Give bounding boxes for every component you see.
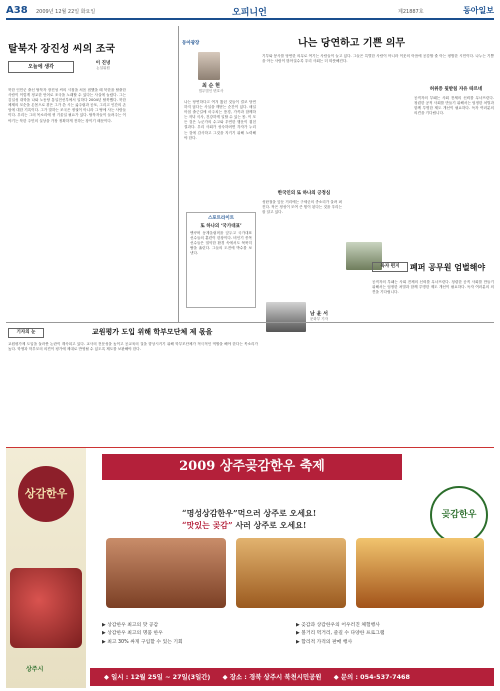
- issue-date: 2009년 12월 22일 화요일: [36, 9, 96, 15]
- ad-slogan-2: [182, 520, 306, 531]
- bottom-headline: 교원평가 도입 위해 학부모단체 제 몫을: [92, 327, 213, 336]
- divider: [178, 26, 179, 322]
- festival-ad[interactable]: [6, 447, 494, 687]
- section-title: 오피니언: [232, 8, 267, 18]
- divider: [6, 322, 494, 323]
- reporter-box: 기자의 눈: [8, 328, 44, 338]
- ad-slogan-highlight: “맛있는 곶감”: [182, 520, 233, 530]
- col5-body: 공직자의 부패는 사회 전체의 신뢰를 무너뜨린다. 청렴한 공직 사회를 만들기 위해서는 엄정한 처벌과 함께 투명한 제도 개선이 필요하다. 독자 여러분의 의견을 기다립니다.: [414, 96, 494, 116]
- col2-author-photo: [198, 52, 220, 80]
- col1-box-label: 오늘에 생각: [8, 61, 74, 73]
- ad-bullets-left: [102, 622, 288, 647]
- ad-title: 2009 상주곶감한우 축제: [102, 454, 402, 480]
- spotlight-title: 스포트라이트: [207, 216, 235, 221]
- beef-photo: [10, 568, 82, 648]
- col4-author-role: 문화부 기자: [310, 317, 329, 321]
- ad-bullet: ▶ 볼거리 먹거리, 즐길 수 다양한 프로그램: [296, 631, 385, 637]
- ad-info-bar: [90, 668, 494, 686]
- ad-badge: 곶감한우: [430, 486, 488, 544]
- issue-number: 제21887호: [398, 9, 424, 15]
- ad-product-photo-3: [356, 538, 484, 608]
- ad-slogan-rest: 사러 상주로 오세요!: [235, 520, 307, 530]
- ad-bullet: ▶ 곶감과 상감한우의 어우러진 체험행사: [296, 623, 380, 628]
- reader-letter-headline: 폐퍼 공무원 엄벌해야: [410, 262, 486, 272]
- col2-author-name: 최 순 현: [202, 83, 220, 89]
- col2-author-role: 법무법인 변호사: [198, 89, 224, 93]
- col4-author-photo: [266, 302, 306, 332]
- col4-author-name: 남 윤 서: [310, 311, 328, 317]
- ad-slogan-1: “명성상감한우”먹으러 상주로 오세요!: [182, 508, 317, 518]
- page-header: [6, 4, 494, 20]
- page-number: A38: [6, 5, 28, 16]
- ad-product-photo-2: [236, 538, 346, 608]
- ad-bullets-right: [296, 622, 492, 647]
- sub-heading: 한국인의 또 하나의 긍정심: [277, 191, 331, 196]
- reader-letter-body: 공직자의 부패는 사회 전체의 신뢰를 무너뜨린다. 청렴한 공직 사회를 만들기 위해서는 엄정한 처벌과 함께 투명한 제도 개선이 필요하다. 독자 여러분의 의견을 기다립니다.: [372, 280, 494, 295]
- col2-body: 나는 당연하다고 여겨 왔던 것들이 결코 당연하지 않다는 사실을 깨닫는 순간이 있다. 매일 아침 출근길에 마주치는 풍경, 가족과 함께하는 저녁 식사, 건강하게 일할 수 있는 몸. 이 모든 것은 누군가의 수고와 우연한 행운이 겹친 결과다. 우리 사회가 성숙하려면 각자가 누리는 것에 감사하고 그것을 지키기 위해 노력해야 한다.: [184, 100, 256, 140]
- col1-author: [78, 60, 128, 71]
- bottom-body: 교원평가제 도입을 둘러싼 논란이 계속되고 있다. 교사의 전문성을 높이고 공교육의 질을 향상시키기 위해 학부모단체가 적극적인 역할을 해야 한다는 목소리가 높다. 학생과 학부모의 의견이 평가에 제대로 반영될 수 있도록 제도를 보완해야 한다.: [8, 342, 258, 352]
- ad-bullet: ▶ 상감한우 최고의 명품 한우: [102, 631, 163, 637]
- ad-bullet: ▶ 최고 30% 싸게 구입할 수 있는 기회: [102, 639, 183, 645]
- spotlight-box: [186, 212, 256, 308]
- spotlight-subtitle: 또 하나의 ‘국가대표’: [200, 224, 242, 229]
- col1-author-name: 이 진녕: [95, 61, 111, 66]
- main-headline: 나는 당연하고 기쁜 의무: [298, 38, 406, 49]
- ad-bullet: ▶ 상감한우 최고의 맛 공감: [102, 623, 159, 628]
- col4-author: [310, 310, 328, 322]
- ad-date: ◆ 일시 : 12월 25일 ~ 27일(3일간): [104, 673, 211, 681]
- col2-author: [186, 82, 236, 94]
- reader-letter-box: 독자 편지: [372, 262, 408, 272]
- ad-phone: ◆ 문의 : 054-537-7468: [333, 673, 410, 681]
- ad-left-panel: [6, 448, 86, 688]
- ad-place: ◆ 장소 : 경북 상주시 북천시민공원: [222, 673, 322, 681]
- ad-brand-logo: 상감한우: [18, 466, 74, 522]
- col5-sub-heading: 허위증 뒷받침 자유 따르네: [429, 87, 483, 92]
- newspaper-brand: 동아일보: [463, 5, 494, 15]
- ad-bullet: ▶ 합리적 가격의 판매 행사: [296, 639, 353, 645]
- col2-tag: 동아광장: [182, 41, 200, 46]
- col4-body: 성탄절을 앞둔 거리에는 구세군의 종소리가 울려 퍼진다. 작은 정성이 모여 큰 힘이 된다는 것을 우리는 잘 알고 있다.: [262, 200, 342, 215]
- col1-author-role: 논설위원: [96, 66, 110, 70]
- spotlight-body: 밴쿠버 동계올림픽을 앞두고 국가대표 선수들의 훈련이 한창이다. 비인기 종목 선수들은 열악한 환경 속에서도 묵묵히 땀을 흘린다. 그들의 도전에 박수를 보낸다.: [190, 231, 252, 256]
- col1-body: 북한 인민군 출신 탈북자 장진성 씨의 시집을 처음 접했을 때 북한을 탈출한 사람이 이렇게 정교한 언어로 조국을 노래할 수 있다는 사실에 놀랐다. 그는 김일성 대학을 나와 노동당 통일전선부에서 일하다 2004년 탈북했다. 북한 체제의 모순을 온몸으로 겪은 그가 쓴 시는 굶주림과 공포, 그리고 인간의 존엄에 대한 기록이다. 그가 말하는 조국은 정권이 아니라 그 땅에 사는 사람들이다. 우리는 그의 목소리에 귀 기울일 필요가 있다. 탈북자들이 들려주는 이야기는 북한 주민의 실상을 가장 정확하게 전하는 창이기 때문이다.: [8, 88, 126, 123]
- ad-product-photo-1: [106, 538, 226, 608]
- ad-organizer: 상주시: [26, 666, 44, 673]
- col3-body: 기부와 봉사를 당연한 의무로 여기는 사람들이 늘고 있다. 그들은 특별한 사람이 아니라 이웃의 아픔에 공감할 줄 아는 평범한 시민이다. 나누는 기쁨을 아는 사람이 많아질수록 우리 사회는 더 따뜻해진다.: [262, 54, 494, 64]
- col1-headline: 탈북자 장진성 씨의 조국: [8, 44, 116, 55]
